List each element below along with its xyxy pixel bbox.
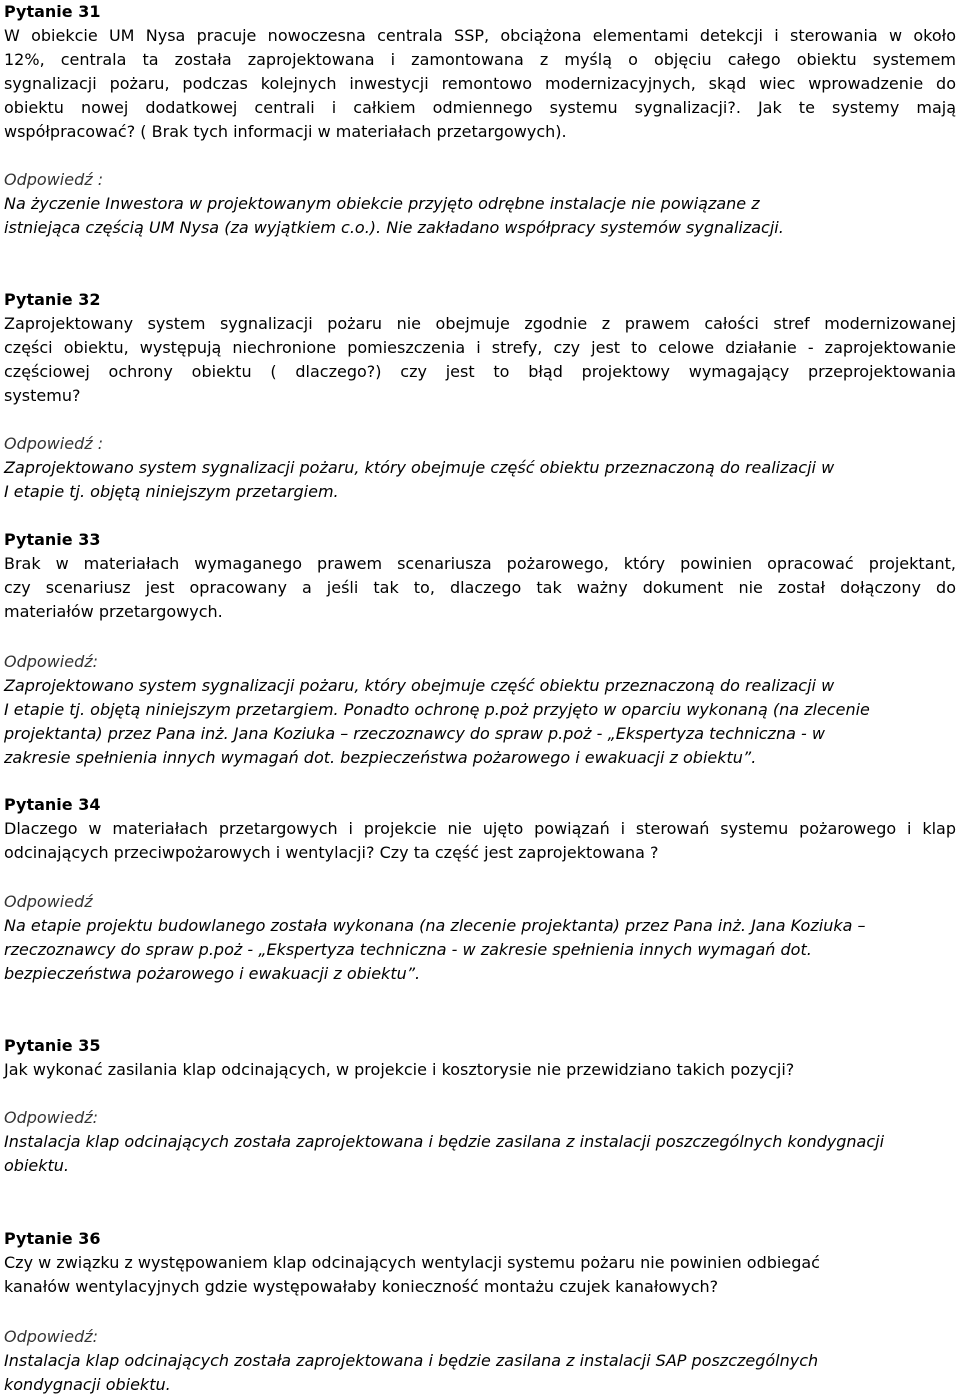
answer-34-line-1: Na etapie projektu budowlanego została wykonana (na zlecenie projektanta) przez Pana inż. Jana Koziuka – — [4, 916, 866, 935]
answer-35-line-1: Instalacja klap odcinających została zaprojektowana i będzie zasilana z instalacji poszczególnych kondygnacji — [4, 1132, 885, 1151]
answer-34-label: Odpowiedź — [4, 892, 93, 911]
question-33-line-1: Brak w materiałach wymaganego prawem scenariusza pożarowego, który powinien opracować projektant, — [4, 554, 956, 573]
answer-36-line-1: Instalacja klap odcinających została zaprojektowana i będzie zasilana z instalacji SAP poszczególnych — [4, 1351, 819, 1370]
question-32-section — [4, 288, 956, 408]
answer-33-section — [4, 650, 956, 770]
answer-31-line-1: Na życzenie Inwestora w projektowanym obiekcie przyjęto odrębne instalacje nie powiązane z — [4, 194, 760, 213]
question-31-section — [4, 0, 956, 144]
question-31-line-5: współpracować? ( Brak tych informacji w materiałach przetargowych). — [4, 122, 567, 141]
answer-34-line-2: rzeczoznawcy do spraw p.poż - „Ekspertyza techniczna - w zakresie spełnienia innych wymagań dot. — [4, 940, 812, 959]
answer-32-line-2: I etapie tj. objętą niniejszym przetargiem. — [4, 482, 339, 501]
question-36-heading: Pytanie 36 — [4, 1229, 101, 1248]
question-34-section — [4, 793, 956, 865]
answer-32-line-1: Zaprojektowano system sygnalizacji pożaru, który obejmuje część obiektu przeznaczoną do realizacji w — [4, 458, 835, 477]
answer-31-label: Odpowiedź : — [4, 170, 104, 189]
question-36-line-2: kanałów wentylacyjnych gdzie występowałaby konieczność montażu czujek kanałowych? — [4, 1277, 719, 1296]
question-31-line-3: sygnalizacji pożaru, podczas kolejnych inwestycji remontowo modernizacyjnych, skąd wiec wprowadzenie do — [4, 74, 956, 93]
answer-36-section — [4, 1325, 956, 1397]
answer-36-line-2: kondygnacji obiektu. — [4, 1375, 171, 1394]
question-35-heading: Pytanie 35 — [4, 1036, 101, 1055]
question-34-line-1: Dlaczego w materiałach przetargowych i projekcie nie ujęto powiązań i sterowań systemu pożarowego i klap — [4, 819, 956, 838]
question-33-line-2: czy scenariusz jest opracowany a jeśli tak to, dlaczego tak ważny dokument nie został dołączony do — [4, 578, 956, 597]
answer-33-line-1: Zaprojektowano system sygnalizacji pożaru, który obejmuje część obiektu przeznaczoną do realizacji w — [4, 676, 835, 695]
answer-33-line-2: I etapie tj. objętą niniejszym przetargiem. Ponadto ochronę p.poż przyjęto w oparciu wykonaną (na zlecenie — [4, 700, 870, 719]
answer-32-label: Odpowiedź : — [4, 434, 104, 453]
question-32-line-2: części obiektu, występują niechronione pomieszczenia i strefy, czy jest to celowe działanie - zaprojektowanie — [4, 338, 956, 357]
answer-36-label: Odpowiedź: — [4, 1327, 99, 1346]
question-32-line-4: systemu? — [4, 386, 81, 405]
question-36-line-1: Czy w związku z występowaniem klap odcinających wentylacji systemu pożaru nie powinien odbiegać — [4, 1253, 820, 1272]
answer-33-line-4: zakresie spełnienia innych wymagań dot. bezpieczeństwa pożarowego i ewakuacji z obiektu”. — [4, 748, 757, 767]
answer-34-line-3: bezpieczeństwa pożarowego i ewakuacji z obiektu”. — [4, 964, 421, 983]
answer-33-label: Odpowiedź: — [4, 652, 99, 671]
question-32-heading: Pytanie 32 — [4, 290, 101, 309]
answer-34-section — [4, 890, 956, 986]
question-31-line-2: 12%, centrala ta została zaprojektowana i zamontowana z myślą o objęciu całego obiektu systemem — [4, 50, 956, 69]
question-32-line-3: częściowej ochrony obiektu ( dlaczego?) czy jest to błąd projektowy wymagający przeprojektowania — [4, 362, 956, 381]
question-33-line-3: materiałów przetargowych. — [4, 602, 223, 621]
question-31-line-1: W obiekcie UM Nysa pracuje nowoczesna centrala SSP, obciążona elementami detekcji i sterowania w około — [4, 26, 956, 45]
question-34-line-2: odcinających przeciwpożarowych i wentylacji? Czy ta część jest zaprojektowana ? — [4, 843, 659, 862]
answer-31-line-2: istniejąca częścią UM Nysa (za wyjątkiem c.o.). Nie zakładano współpracy systemów sygnalizacji. — [4, 218, 784, 237]
question-35-section — [4, 1034, 956, 1082]
answer-35-line-2: obiektu. — [4, 1156, 69, 1175]
answer-33-line-3: projektanta) przez Pana inż. Jana Koziuka – rzeczoznawcy do spraw p.poż - „Ekspertyza techniczna - w — [4, 724, 825, 743]
question-33-heading: Pytanie 33 — [4, 530, 101, 549]
question-31-heading: Pytanie 31 — [4, 2, 101, 21]
question-33-section — [4, 528, 956, 624]
answer-32-section — [4, 432, 956, 504]
question-35-line-1: Jak wykonać zasilania klap odcinających, w projekcie i kosztorysie nie przewidziano takich pozycji? — [4, 1060, 795, 1079]
answer-35-label: Odpowiedź: — [4, 1108, 99, 1127]
question-32-line-1: Zaprojektowany system sygnalizacji pożaru nie obejmuje zgodnie z prawem całości stref modernizowanej — [4, 314, 956, 333]
question-34-heading: Pytanie 34 — [4, 795, 101, 814]
question-36-section — [4, 1227, 956, 1299]
answer-35-section — [4, 1106, 956, 1178]
question-31-line-4: obiektu nowej dodatkowej centrali i całkiem odmiennego systemu sygnalizacji?. Jak te systemy mają — [4, 98, 956, 117]
answer-31-section — [4, 168, 956, 240]
